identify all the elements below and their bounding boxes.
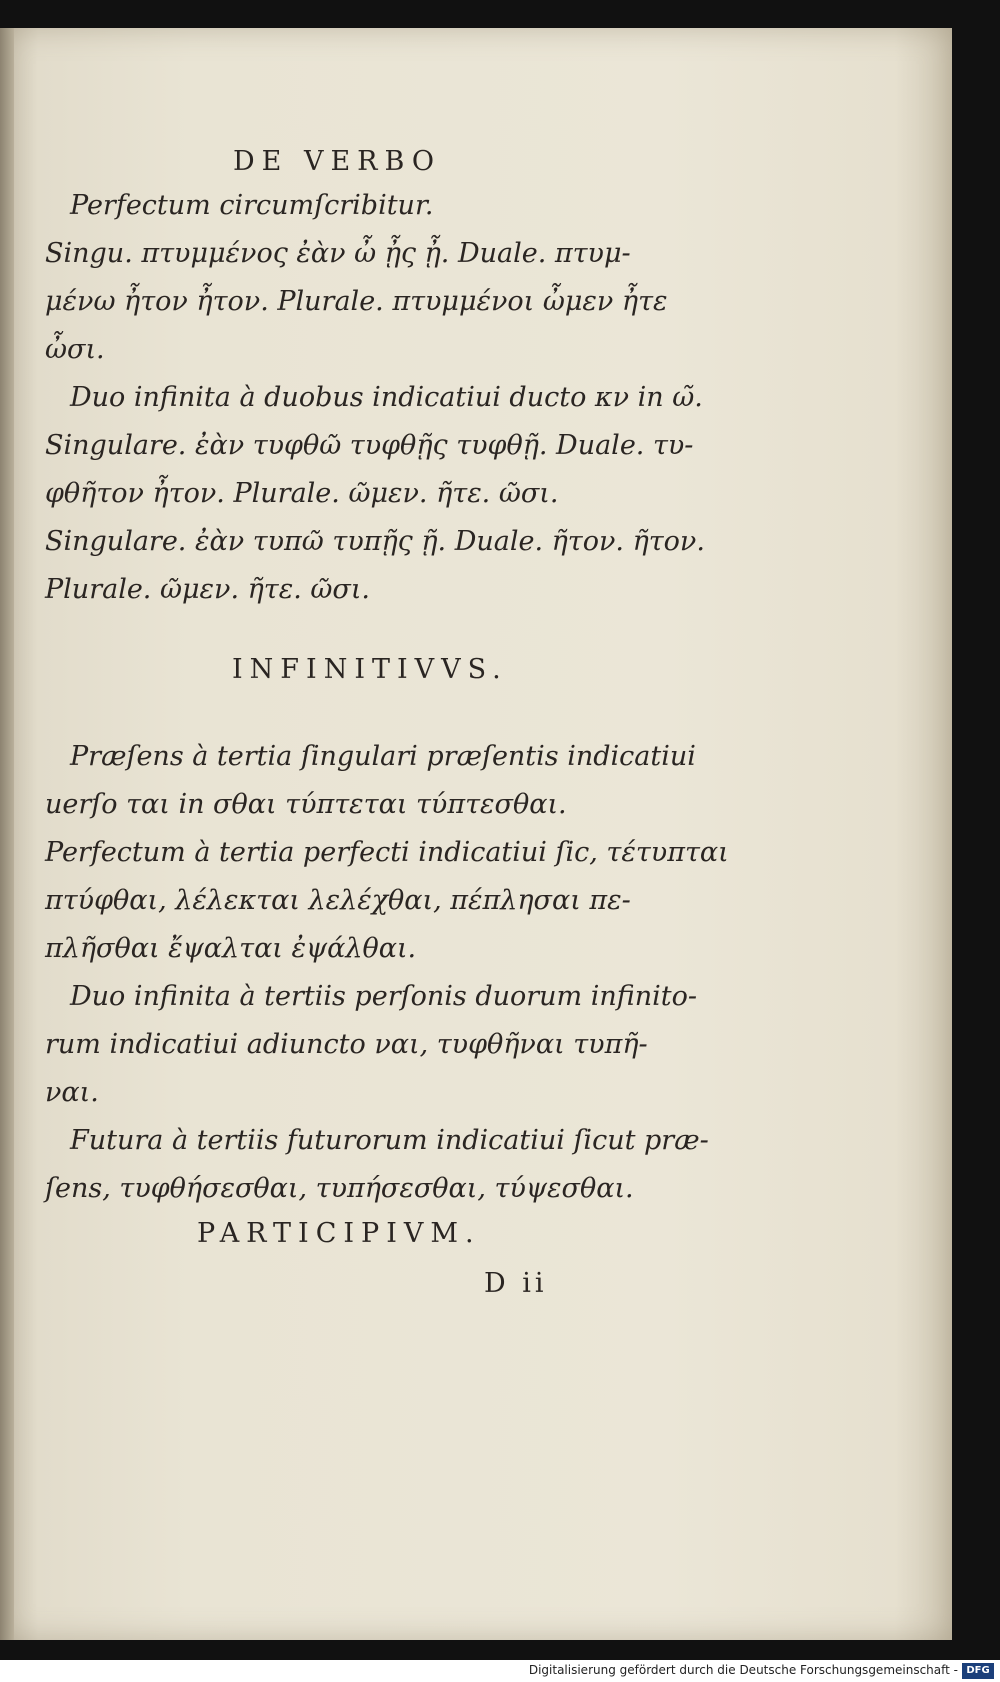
footer-credit-text: Digitalisierung gefördert durch die Deutsche Forschungsgemeinschaft -	[528, 1663, 958, 1677]
dfg-logo: DFG	[962, 1663, 994, 1679]
text-block-infinitive	[45, 733, 745, 1213]
text-line: Perfectum circumſcribitur.	[70, 190, 434, 221]
text-block-conjunctive	[45, 182, 745, 614]
text-line: πλῆσθαι ἔψαλται ἐψάλθαι.	[45, 933, 417, 964]
text-line: ſens, τυφθήσεσθαι, τυπήσεσθαι, τύψεσθαι.	[45, 1173, 634, 1204]
text-line: φθῆτον ἦτον. Plurale. ῶμεν. ῆτε. ῶσι.	[45, 478, 559, 509]
text-line: Futura à tertiis futurorum indicatiui ſicut præ-	[70, 1125, 709, 1156]
page-spine	[0, 28, 14, 1640]
running-head: DE VERBO	[233, 146, 441, 177]
section-heading-participium: PARTICIPIVM.	[197, 1218, 481, 1249]
text-line: Singulare. ἐὰν τυφθῶ τυφθῇς τυφθῇ. Duale. τυ-	[45, 430, 694, 461]
text-line: Duo infinita à tertiis perſonis duorum infinito-	[70, 981, 698, 1012]
text-line: ναι.	[45, 1077, 99, 1108]
text-line: πτύφθαι, λέλεκται λελέχθαι, πέπλησαι πε-	[45, 885, 631, 916]
text-line: Singu. πτυμμένος ἐὰν ὦ ᾖς ᾖ. Duale. πτυμ-	[45, 238, 631, 269]
text-line: Singulare. ἐὰν τυπῶ τυπῇς ῇ. Duale. ῆτον. ῆτον.	[45, 526, 705, 557]
section-heading-infinitivus: INFINITIVVS.	[232, 654, 508, 685]
text-line: Duo infinita à duobus indicatiui ducto κν in ω̃.	[70, 382, 703, 413]
signature-mark: D ii	[484, 1268, 548, 1299]
text-line: ὦσι.	[45, 334, 105, 365]
text-line: uerſo ται in σθαι τύπτεται τύπτεσθαι.	[45, 789, 567, 820]
text-line: rum indicatiui adiuncto ναι, τυφθῆναι τυπῆ-	[45, 1029, 648, 1060]
text-line: μένω ἦτον ἦτον. Plurale. πτυμμένοι ὦμεν ἦτε	[45, 286, 668, 317]
text-line: Plurale. ῶμεν. ῆτε. ῶσι.	[45, 574, 370, 605]
text-line: Perfectum à tertia perfecti indicatiui ſic, τέτυπται	[45, 837, 729, 868]
text-line: Præſens à tertia ſingulari præſentis indicatiui	[70, 741, 696, 772]
